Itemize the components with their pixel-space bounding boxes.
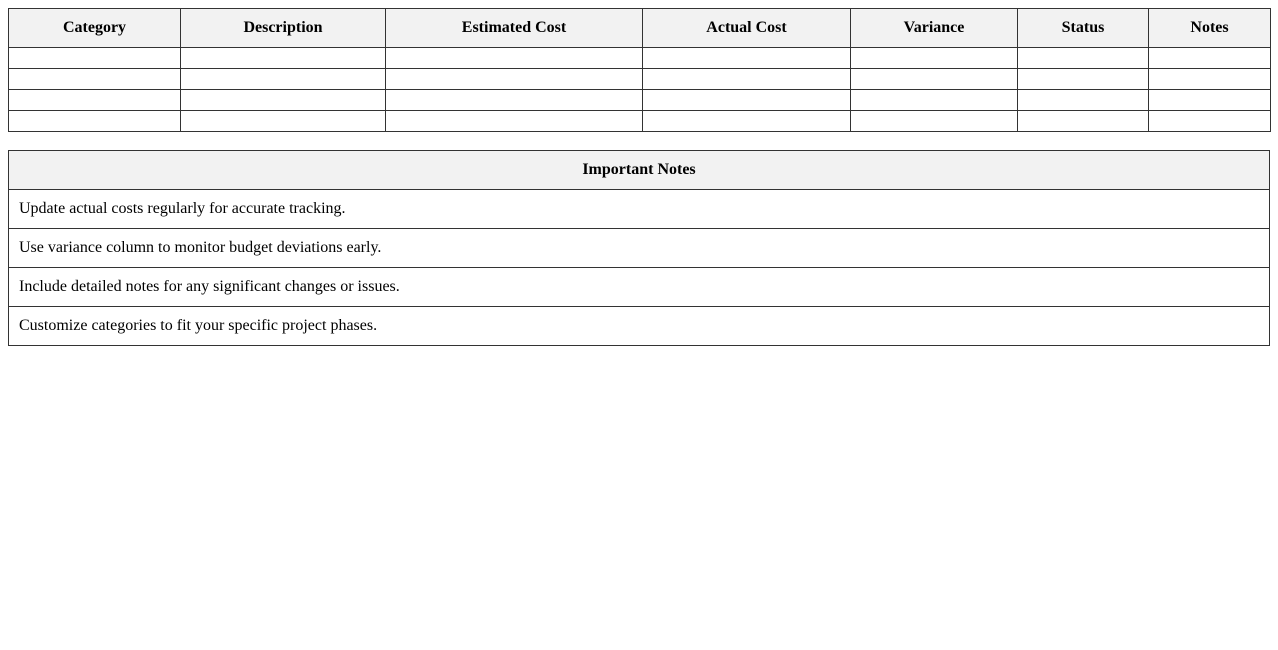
note-item: Include detailed notes for any significant changes or issues. xyxy=(9,268,1270,307)
note-row xyxy=(9,190,1270,229)
table-cell[interactable] xyxy=(1149,111,1271,132)
header-category: Category xyxy=(9,9,181,48)
table-cell[interactable] xyxy=(1018,69,1149,90)
header-actual-cost: Actual Cost xyxy=(643,9,851,48)
note-item: Use variance column to monitor budget deviations early. xyxy=(9,229,1270,268)
note-row xyxy=(9,307,1270,346)
notes-header-row xyxy=(9,151,1270,190)
note-item: Customize categories to fit your specific project phases. xyxy=(9,307,1270,346)
table-row xyxy=(9,111,1271,132)
table-cell[interactable] xyxy=(386,90,643,111)
table-cell[interactable] xyxy=(9,111,181,132)
table-cell[interactable] xyxy=(181,90,386,111)
table-cell[interactable] xyxy=(386,111,643,132)
header-description: Description xyxy=(181,9,386,48)
table-cell[interactable] xyxy=(181,69,386,90)
table-cell[interactable] xyxy=(9,69,181,90)
table-row xyxy=(9,90,1271,111)
budget-header-row xyxy=(9,9,1271,48)
table-cell[interactable] xyxy=(643,69,851,90)
table-row xyxy=(9,48,1271,69)
table-cell[interactable] xyxy=(1018,48,1149,69)
table-cell[interactable] xyxy=(851,90,1018,111)
table-cell[interactable] xyxy=(9,48,181,69)
table-cell[interactable] xyxy=(9,90,181,111)
notes-title: Important Notes xyxy=(9,151,1270,190)
table-cell[interactable] xyxy=(851,111,1018,132)
table-cell[interactable] xyxy=(1149,69,1271,90)
table-cell[interactable] xyxy=(851,69,1018,90)
table-cell[interactable] xyxy=(386,69,643,90)
table-cell[interactable] xyxy=(643,48,851,69)
page-content xyxy=(8,8,1270,346)
header-status: Status xyxy=(1018,9,1149,48)
table-cell[interactable] xyxy=(643,90,851,111)
table-cell[interactable] xyxy=(1018,90,1149,111)
header-estimated-cost: Estimated Cost xyxy=(386,9,643,48)
table-row xyxy=(9,69,1271,90)
header-notes: Notes xyxy=(1149,9,1271,48)
budget-table xyxy=(8,8,1271,132)
header-variance: Variance xyxy=(851,9,1018,48)
important-notes-table xyxy=(8,150,1270,346)
note-row xyxy=(9,268,1270,307)
note-item: Update actual costs regularly for accurate tracking. xyxy=(9,190,1270,229)
table-cell[interactable] xyxy=(1018,111,1149,132)
table-cell[interactable] xyxy=(851,48,1018,69)
table-cell[interactable] xyxy=(181,48,386,69)
table-cell[interactable] xyxy=(1149,90,1271,111)
table-cell[interactable] xyxy=(643,111,851,132)
table-cell[interactable] xyxy=(181,111,386,132)
table-cell[interactable] xyxy=(386,48,643,69)
note-row xyxy=(9,229,1270,268)
table-cell[interactable] xyxy=(1149,48,1271,69)
